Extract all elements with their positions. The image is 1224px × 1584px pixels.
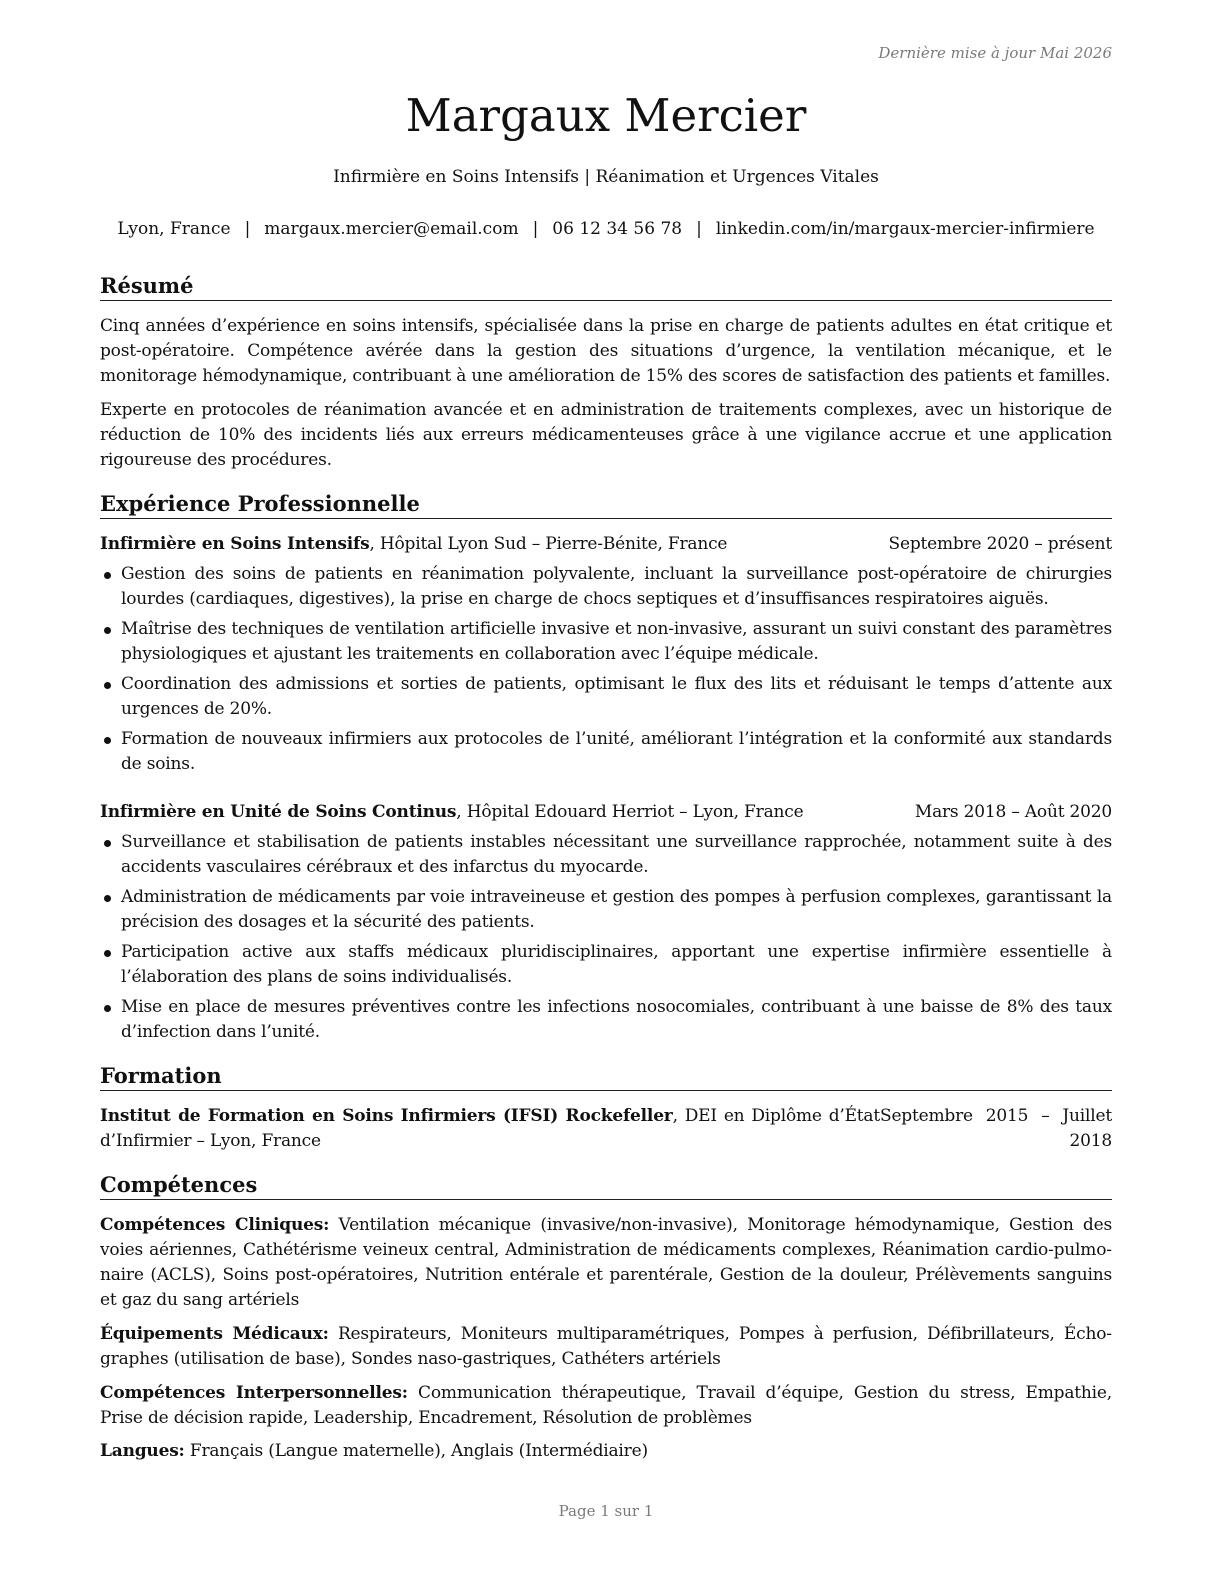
job-place: , Hôpital Lyon Sud – Pierre-Bénite, France (369, 534, 728, 554)
list-item: Administration de médicaments par voie intraveineuse et gestion des pompes à perfusion complexes, garantissant la précision des dosages et la sécurité des patients. (100, 885, 1112, 935)
job-place: , Hôpital Edouard Herriot – Lyon, France (456, 802, 804, 822)
candidate-name: Margaux Mercier (405, 89, 807, 142)
education-entry (100, 1104, 1112, 1154)
candidate-subtitle: Infirmière en Soins Intensifs | Réanimation et Urgences Vitales (333, 167, 879, 187)
resume-page (100, 0, 1112, 1584)
contact-line (100, 219, 1112, 239)
education-detail: , DEI en Diplôme d’État d’Infirmier – Lyon, France (100, 1106, 881, 1151)
education-school-line (100, 1104, 880, 1154)
last-updated: Dernière mise à jour Mai 2026 (878, 44, 1112, 62)
skill-label: Langues: (100, 1441, 185, 1461)
job-dates: Mars 2018 – Août 2020 (914, 802, 1112, 822)
summary-paragraph: Cinq années d’expérience en soins intensifs, spécialisée dans la prise en charge de patients adultes en état critique et post-opératoire. Compétence avérée dans la gestion des situations d’urgence, la ventilation mécanique, et le monitorage hémodynamique, contribuant à une amélioration de 15% des scores de satisfaction des patients et familles. (100, 316, 1112, 386)
contact-linkedin[interactable]: linkedin.com/in/margaux-mercier-infirmiere (715, 219, 1095, 239)
skill-label: Compétences Cliniques: (100, 1215, 330, 1235)
contact-phone: 06 12 34 56 78 (552, 219, 683, 239)
contact-separator: | (532, 219, 539, 239)
list-item: Maîtrise des techniques de ventilation artificielle invasive et non-invasive, assurant un suivi constant des paramètres physiologiques et ajustant les traitements en collaboration avec l’équipe médicale. (100, 617, 1112, 667)
education-dates: Septembre 2015 – Juillet 2018 (880, 1106, 1112, 1151)
contact-separator: | (244, 219, 251, 239)
skill-group (100, 1322, 1112, 1372)
list-item: Coordination des admissions et sorties de patients, optimisant le flux des lits et réduisant le temps d’attente aux urgences de 20%. (100, 672, 1112, 722)
skill-label: Compétences Interpersonnelles: (100, 1383, 408, 1403)
page-number: Page 1 sur 1 (558, 1502, 654, 1520)
skill-group (100, 1439, 1112, 1464)
skill-text: Respirateurs, Moniteurs multiparamétriques, Pompes à perfusion, Défibrillateurs, Échographes (utilisation de base), Sondes naso-gastriques, Cathéters artériels (100, 1324, 1112, 1369)
job-bullets (100, 830, 1112, 1050)
section-title-summary: Résumé (100, 272, 1112, 301)
job-header (100, 800, 1112, 825)
section-title-experience: Expérience Professionnelle (100, 490, 1112, 519)
skill-label: Équipements Médicaux: (100, 1324, 329, 1344)
job-role: Infirmière en Soins Intensifs (100, 534, 370, 554)
job-dates: Septembre 2020 – présent (888, 534, 1112, 554)
contact-email[interactable]: margaux.mercier@email.com (264, 219, 519, 239)
job-header (100, 532, 1112, 557)
list-item: Mise en place de mesures préventives contre les infections nosocomiales, contribuant à une baisse de 8% des taux d’infection dans l’unité. (100, 995, 1112, 1045)
education-school: Institut de Formation en Soins Infirmiers (IFSI) Rockefeller (100, 1106, 673, 1126)
skill-text: Ventilation mécanique (invasive/non-invasive), Monitorage hémodynamique, Gestion des voies aériennes, Cathétérisme veineux central, Administration de médicaments complexes, Réanimation cardio-pulmonaire (ACLS), Soins post-opératoires, Nutrition entérale et parentérale, Gestion de la douleur, Prélèvements sanguins et gaz du sang artériels (100, 1215, 1112, 1310)
skill-text: Français (Langue maternelle), Anglais (Intermédiaire) (184, 1441, 648, 1461)
section-title-skills: Compétences (100, 1171, 1112, 1200)
skill-text: Communication thérapeutique, Travail d’équipe, Gestion du stress, Empathie, Prise de décision rapide, Leadership, Encadrement, Résolution de problèmes (100, 1383, 1112, 1428)
list-item: Surveillance et stabilisation de patients instables nécessitant une surveillance rapprochée, notamment suite à des accidents vasculaires cérébraux et des infarctus du myocarde. (100, 830, 1112, 880)
skill-group (100, 1381, 1112, 1431)
summary-paragraph: Experte en protocoles de réanimation avancée et en administration de traitements complexes, avec un historique de réduction de 10% des incidents liés aux erreurs médicamenteuses grâce à une vigilance accrue et une application rigoureuse des procédures. (100, 400, 1112, 470)
section-title-education: Formation (100, 1062, 1112, 1091)
contact-location: Lyon, France (117, 219, 231, 239)
list-item: Formation de nouveaux infirmiers aux protocoles de l’unité, améliorant l’intégration et la conformité aux standards de soins. (100, 727, 1112, 777)
contact-separator: | (696, 219, 702, 239)
job-role: Infirmière en Unité de Soins Continus (100, 802, 457, 822)
list-item: Participation active aux staffs médicaux pluridisciplinaires, apportant une expertise infirmière essentielle à l’élaboration des plans de soins individualisés. (100, 940, 1112, 990)
job-bullets (100, 562, 1112, 782)
list-item: Gestion des soins de patients en réanimation polyvalente, incluant la surveillance post-opératoire de chirurgies lourdes (cardiaques, digestives), la prise en charge de chocs septiques et d’insuffisances respiratoires aiguës. (100, 562, 1112, 612)
skill-group (100, 1213, 1112, 1313)
